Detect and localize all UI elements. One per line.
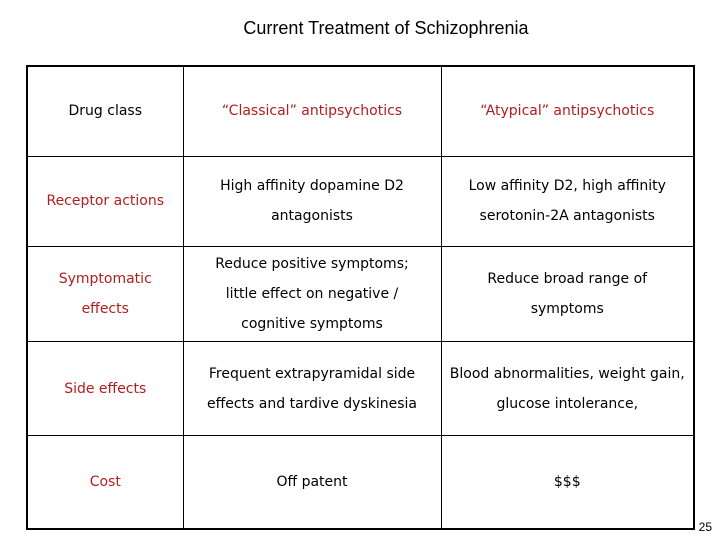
cell-line: symptoms bbox=[530, 300, 604, 317]
slide-title: Current Treatment of Schizophrenia bbox=[243, 18, 529, 38]
cell-side-effects-classical bbox=[183, 341, 441, 435]
table-row-receptor bbox=[27, 156, 694, 246]
page-number: 25 bbox=[698, 520, 712, 534]
cell-symptomatic-classical bbox=[183, 246, 441, 341]
header-atypical: “Atypical” antipsychotics bbox=[441, 66, 694, 156]
cell-line: cognitive symptoms bbox=[241, 315, 383, 332]
table-row-symptomatic bbox=[27, 246, 694, 341]
cell-line: Low affinity D2, high affinity bbox=[468, 178, 666, 195]
table-row-side-effects bbox=[27, 341, 694, 435]
cell-line: serotonin-2A antagonists bbox=[479, 208, 655, 225]
treatment-table bbox=[26, 65, 695, 530]
row-label-receptor: Receptor actions bbox=[27, 156, 183, 246]
cell-symptomatic-atypical bbox=[441, 246, 694, 341]
cell-receptor-atypical bbox=[441, 156, 694, 246]
cell-line: glucose intolerance, bbox=[496, 395, 639, 412]
header-drug-class: Drug class bbox=[27, 66, 183, 156]
cell-line: Blood abnormalities, weight gain, bbox=[449, 365, 685, 382]
cell-line: little effect on negative / bbox=[225, 285, 399, 302]
cell-receptor-classical bbox=[183, 156, 441, 246]
row-label-symptomatic bbox=[27, 246, 183, 341]
row-label-side-effects: Side effects bbox=[27, 341, 183, 435]
cell-line: High affinity dopamine D2 bbox=[220, 178, 404, 195]
cell-line: Frequent extrapyramidal side bbox=[208, 365, 416, 382]
table-row-cost bbox=[27, 436, 694, 529]
row-label-cost: Cost bbox=[27, 436, 183, 529]
table-header-row bbox=[27, 66, 694, 156]
cell-line: Symptomatic bbox=[58, 270, 152, 287]
cell-line: Reduce positive symptoms; bbox=[215, 255, 409, 272]
header-classical: “Classical” antipsychotics bbox=[183, 66, 441, 156]
cell-line: antagonists bbox=[271, 208, 353, 225]
cell-line: effects and tardive dyskinesia bbox=[206, 395, 417, 412]
cell-cost-classical: Off patent bbox=[183, 436, 441, 529]
cell-side-effects-atypical bbox=[441, 341, 694, 435]
cell-line: effects bbox=[81, 300, 129, 317]
cell-cost-atypical: $$$ bbox=[441, 436, 694, 529]
cell-line: Reduce broad range of bbox=[487, 270, 648, 287]
